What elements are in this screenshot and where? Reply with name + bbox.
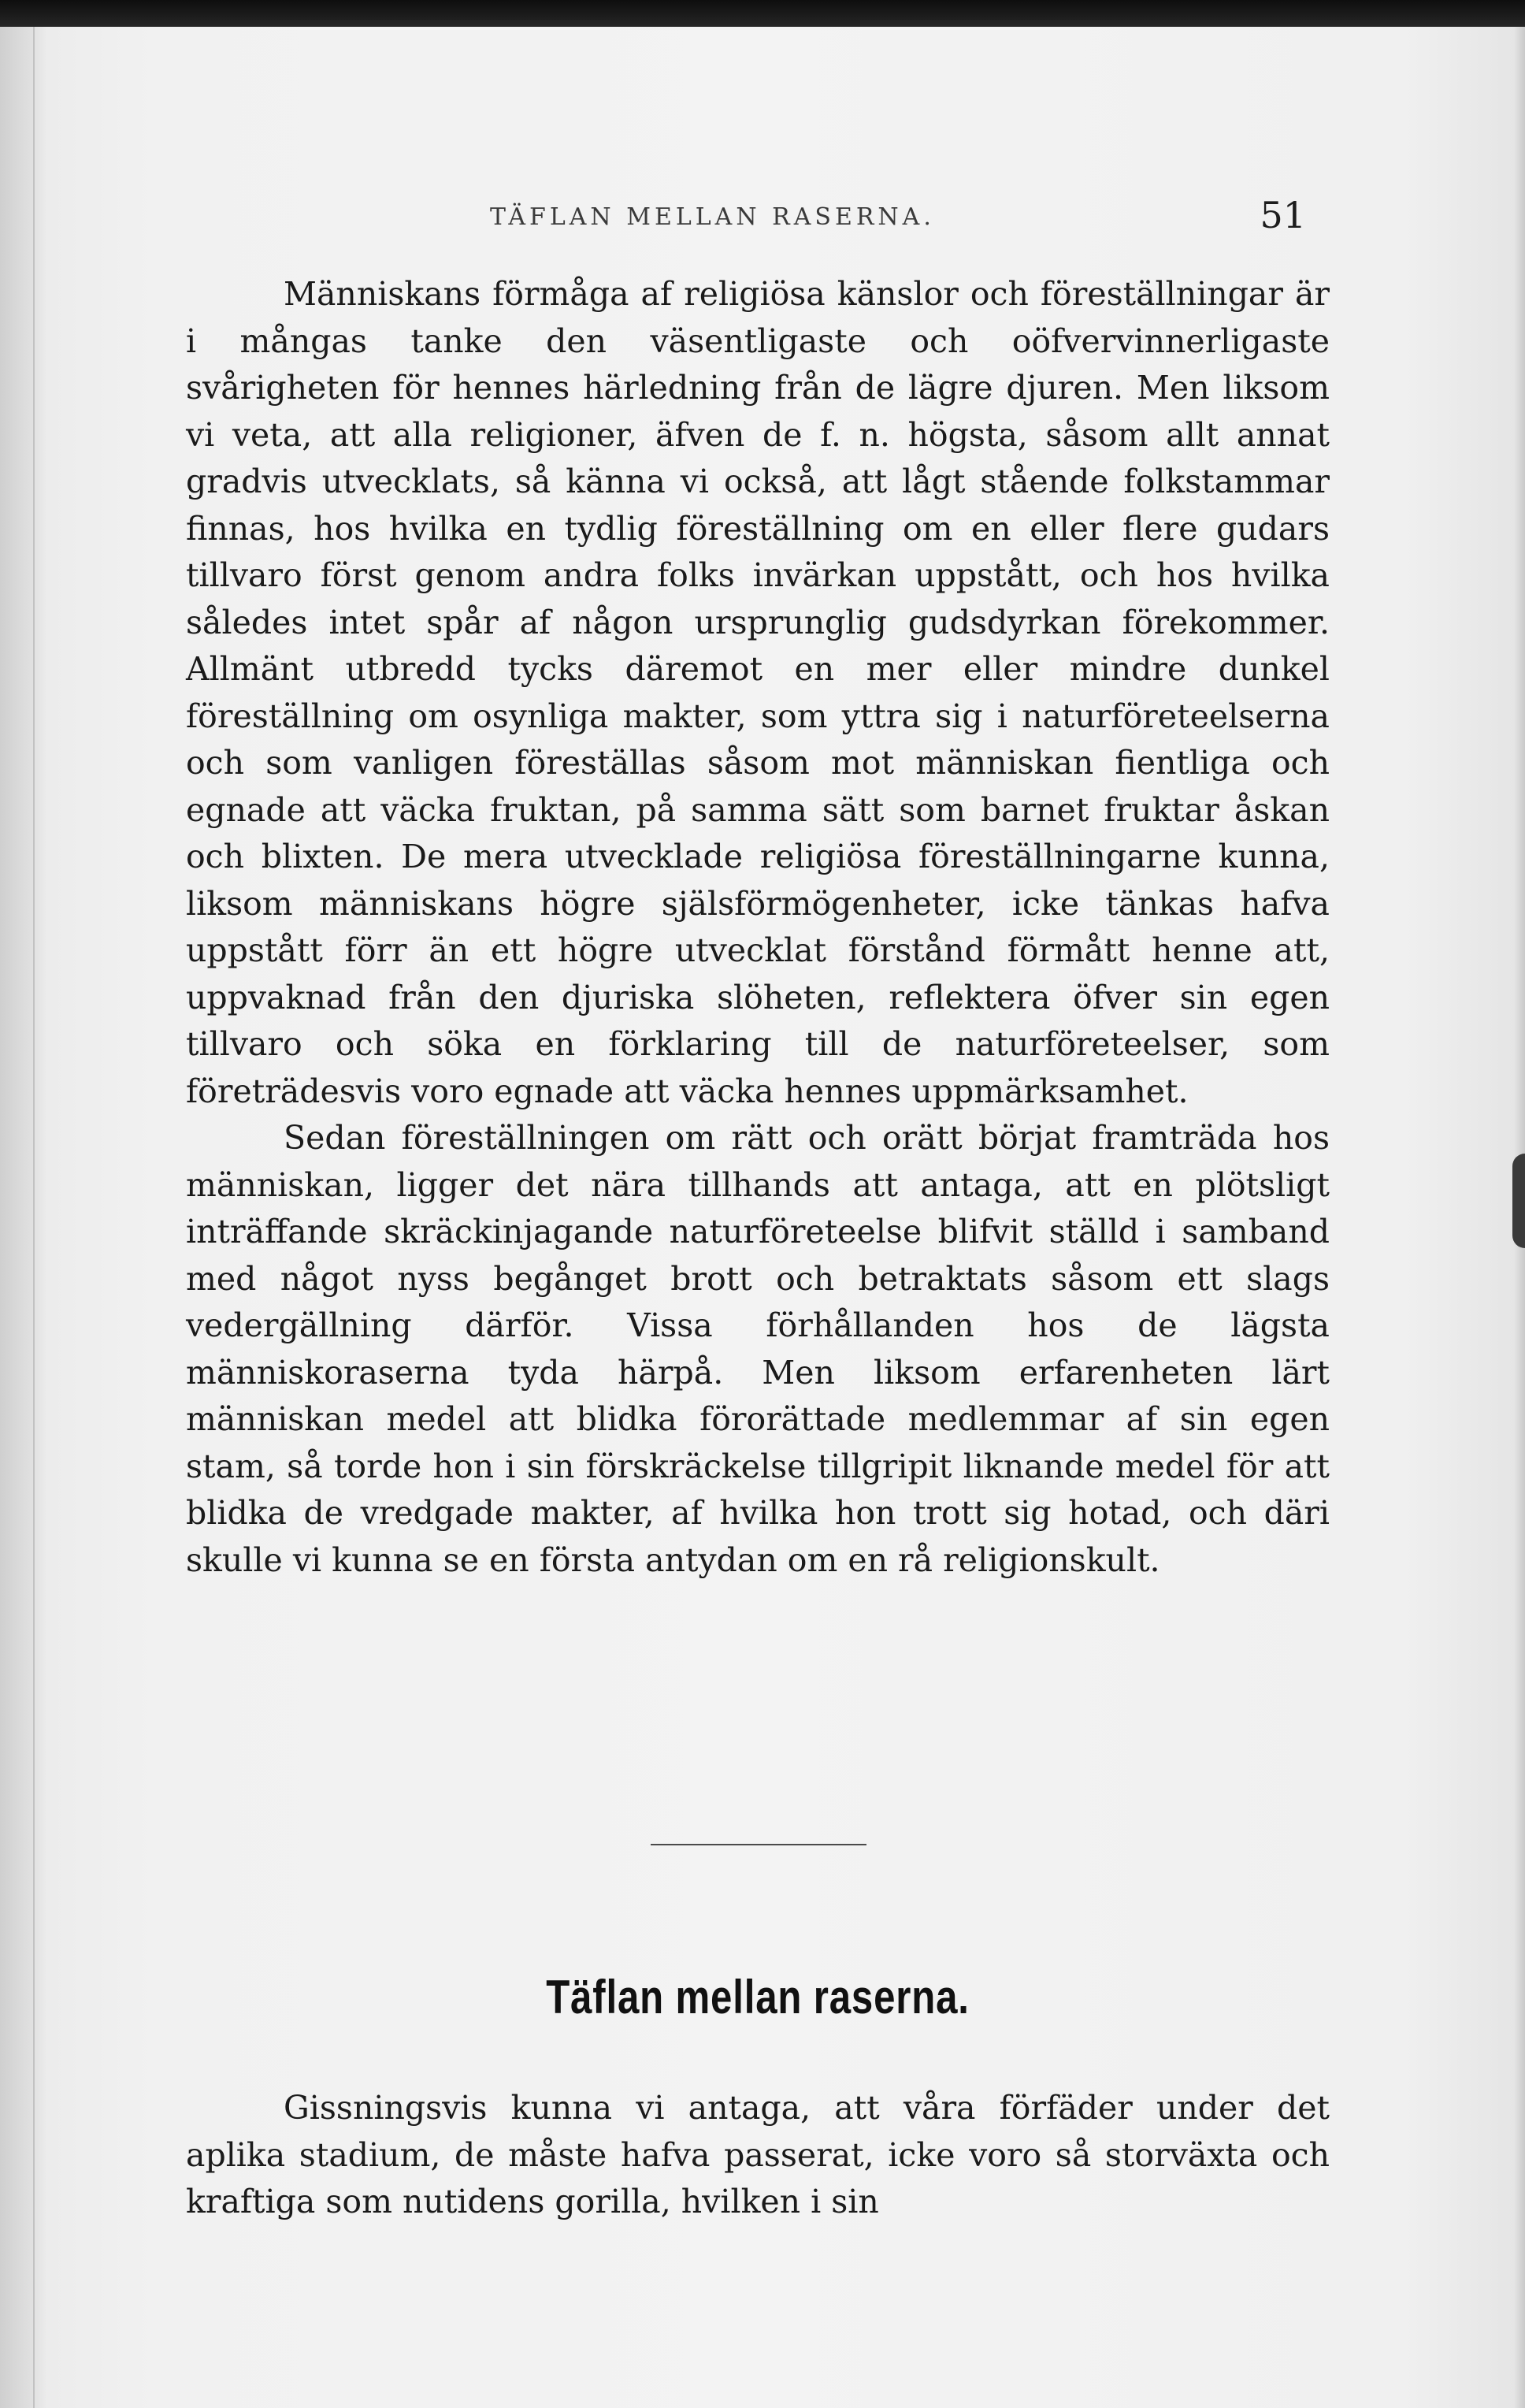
body-text [186, 271, 1330, 1584]
section-body [186, 2085, 1330, 2226]
section-separator [651, 1844, 866, 1845]
page-header [186, 170, 1330, 257]
paragraph: Sedan föreställningen om rätt och orätt börjat framträda hos människan, ligger det nära tillhands att antaga, att en plötsligt inträffande skräckinjagande naturföreteelse blifvit ställd i samband med något nyss begånget brott och betraktats såsom ett slags vedergällning därför. Vissa förhållanden hos de lägsta människoraserna tyda härpå. Men liksom erfarenheten lärt människan medel att blidka förorättade medlemmar af sin egen stam, så torde hon i sin förskräckelse tillgripit liknande medel för att blidka de vredgade makter, af hvilka hon trott sig hotad, och däri skulle vi kunna se en första antydan om en rå religionskult. [186, 1119, 1330, 1579]
page-gutter [0, 27, 47, 2408]
page-edge-mark [1512, 1154, 1525, 1248]
running-head: TÄFLAN MELLAN RASERNA. [490, 203, 935, 231]
scan-top-border [0, 0, 1525, 27]
section-title: Täflan mellan raserna. [546, 1971, 970, 2023]
paragraph: Gissningsvis kunna vi antaga, att våra förfäder under det aplika stadium, de måste hafva passerat, icke voro så storväxta och kraftiga som nutidens gorilla, hvilken i sin [186, 2089, 1330, 2220]
paragraph: Människans förmåga af religiösa känslor och föreställningar är i mångas tanke den väsentligaste och oöfvervinnerligaste svårigheten för hennes härledning från de lägre djuren. Men liksom vi veta, att alla religioner, äfven de f. n. högsta, såsom allt annat gradvis utvecklats, så känna vi också, att lågt stående folkstammar finnas, hos hvilka en tydlig föreställning om en eller flere gudars tillvaro först genom andra folks invärkan uppstått, och hos hvilka således intet spår af någon ursprunglig gudsdyrkan förekommer. Allmänt utbredd tycks däremot en mer eller mindre dunkel föreställning om osynliga makter, som yttra sig i naturföreteelserna och som vanligen föreställas såsom mot människan fientliga och egnade att väcka fruktan, på samma sätt som barnet fruktar åskan och blixten. De mera utvecklade religiösa föreställningarne kunna, liksom människans högre själsförmögenheter, icke tänkas hafva uppstått förr än ett högre utvecklat förstånd förmått henne att, uppvaknad från den djuriska slöheten, reflektera öfver sin egen tillvaro och söka en förklaring till de naturföreteelser, som företrädesvis voro egnade att väcka hennes uppmärksamhet. [186, 275, 1330, 1110]
page-number: 51 [1260, 194, 1306, 236]
gutter-fold-line [33, 27, 35, 2408]
